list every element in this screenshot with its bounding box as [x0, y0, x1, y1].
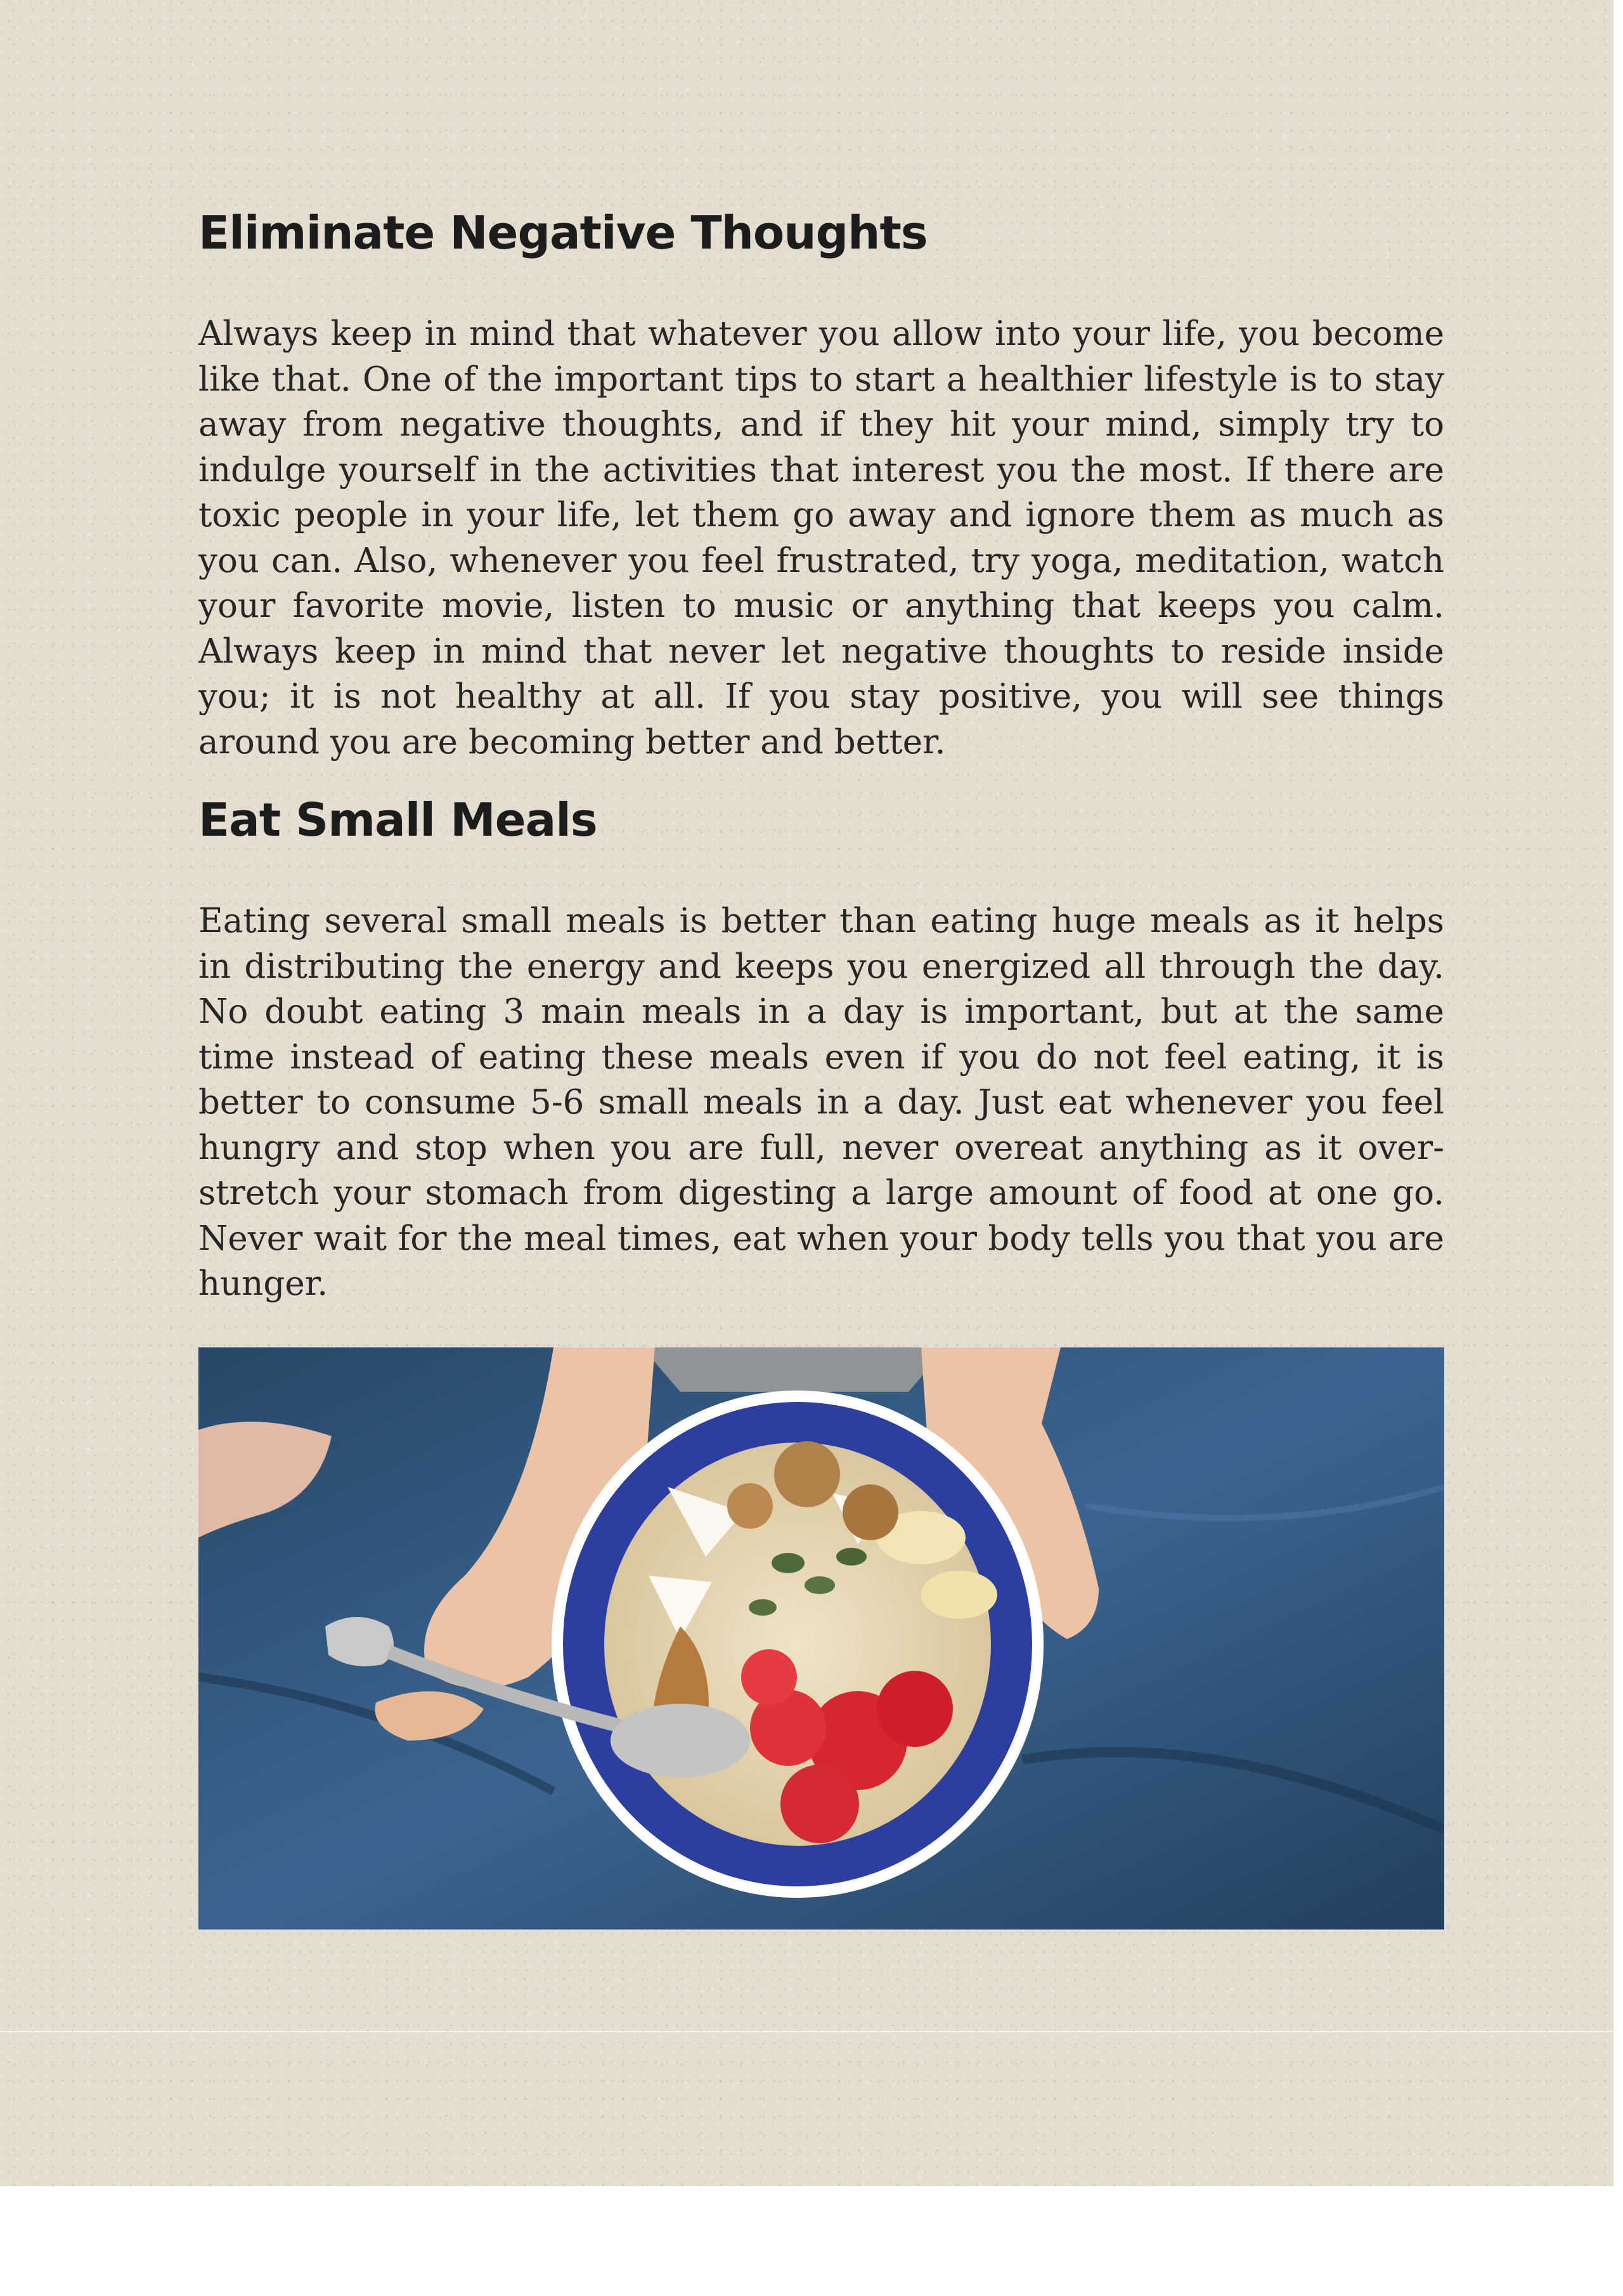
section-body-negative-thoughts: Always keep in mind that whatever you allow into your life, you become like that. One of the important tips to start a healthier lifestyle is to stay away from negative thoughts, and if they hit your mind, simply try to indulge yourself in the activities that interest you the most. If there are toxic people in your life, let them go away and ignore them as much as you can. Also, whenever you feel frustrated, try yoga, meditation, watch your favorite movie, listen to music or anything that keeps you calm. Always keep in mind that never let negative thoughts to reside inside you; it is not healthy at all. If you stay positive, you will see things around you are becoming better and better. [198, 315, 1444, 762]
section-heading-negative-thoughts: Eliminate Negative Thoughts [198, 206, 928, 259]
breakfast-bowl-photo [198, 1347, 1444, 1930]
section-body-small-meals: Eating several small meals is better than eating huge meals as it helps in distributing the energy and keeps you energized all through the day. No doubt eating 3 main meals in a day is important, but at the same time instead of eating these meals even if you do not feel eating, it is better to consume 5-6 small meals in a day. Just eat whenever you feel hungry and stop when you are full, never overeat anything as it over-stretch your stomach from digesting a large amount of food at one go. Never wait for the meal times, eat when your body tells you that you are hunger. [198, 902, 1444, 1304]
page-content [198, 190, 1444, 1307]
section-heading-small-meals: Eat Small Meals [198, 793, 597, 847]
page-divider [0, 2031, 1613, 2032]
